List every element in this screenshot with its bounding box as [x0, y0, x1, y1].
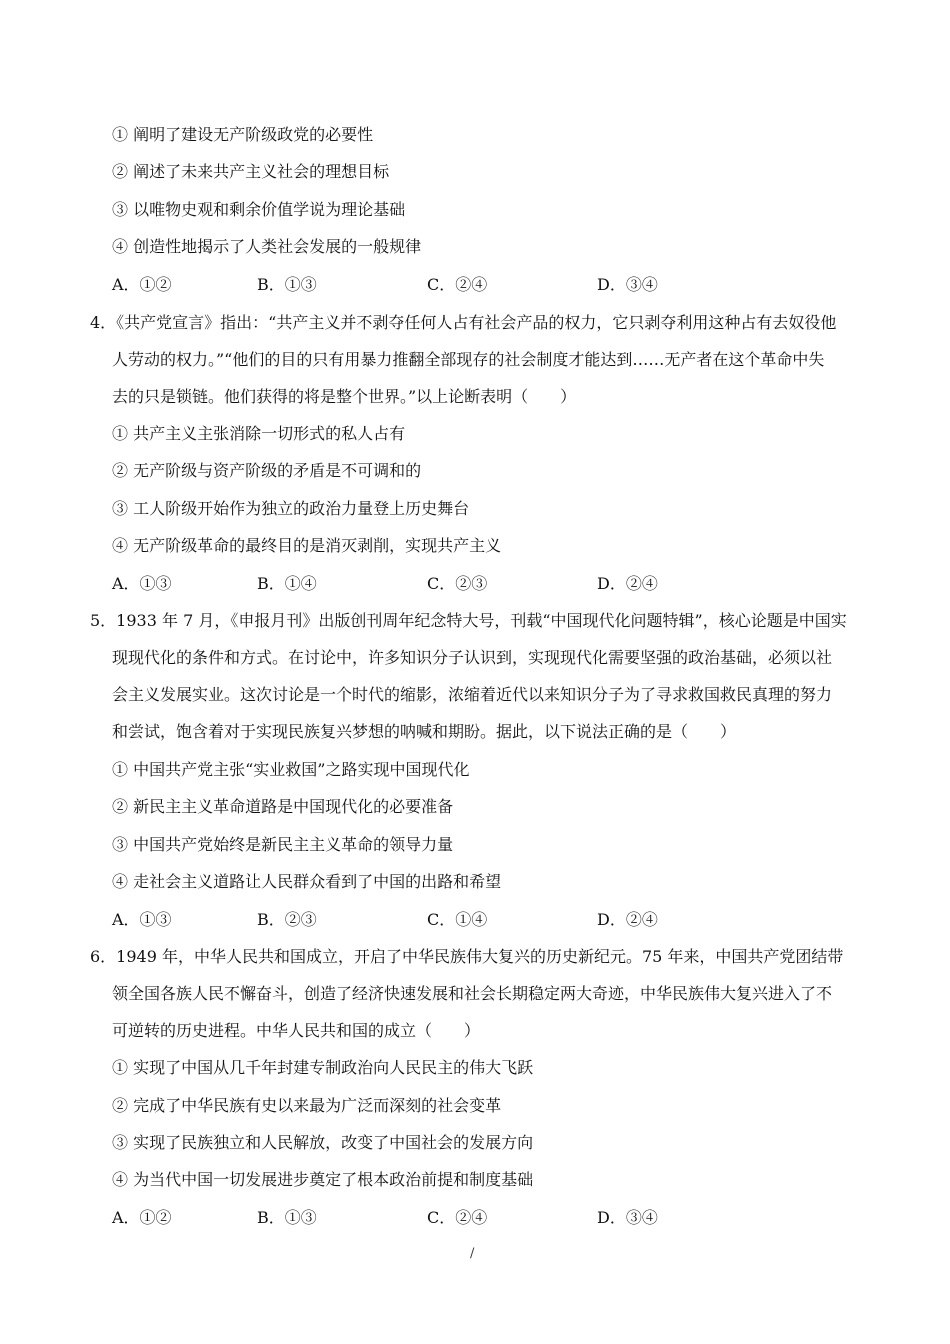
q5-option-3: ③ 中国共产党始终是新民主主义革命的领导力量 [112, 835, 454, 854]
q4-stem-line-3: 去的只是锁链。他们获得的将是整个世界。”以上论断表明（ ） [112, 387, 577, 406]
q5-stem-line-1: 5．1933 年 7 月，《申报月刊》出版创刊周年纪念特大号，刊载“中国现代化问题特辑”，核心论题是中国实 [90, 611, 847, 630]
q4-option-1: ① 共产主义主张消除一切形式的私人占有 [112, 424, 406, 443]
q6-stem-line-3: 可逆转的历史进程。中华人民共和国的成立（ ） [112, 1021, 481, 1040]
q4-option-3: ③ 工人阶级开始作为独立的政治力量登上历史舞台 [112, 499, 470, 518]
q3-option-3: ③ 以唯物史观和剩余价值学说为理论基础 [112, 200, 406, 219]
q3-choice-a: A．①② [112, 275, 172, 294]
q5-stem-line-2: 现现代化的条件和方式。在讨论中，许多知识分子认识到，实现现代化需要坚强的政治基础，必须以社 [112, 648, 833, 667]
q4-stem-line-1: 4．《共产党宣言》指出：“共产主义并不剥夺任何人占有社会产品的权力，它只剥夺利用这种占有去奴役他 [90, 313, 837, 332]
q5-choice-d: D．②④ [597, 910, 658, 929]
q4-choice-d: D．②④ [597, 574, 658, 593]
q5-option-4: ④ 走社会主义道路让人民群众看到了中国的出路和希望 [112, 872, 502, 891]
q6-option-3: ③ 实现了民族独立和人民解放，改变了中国社会的发展方向 [112, 1133, 534, 1152]
q3-option-1: ① 阐明了建设无产阶级政党的必要性 [112, 125, 374, 144]
q4-option-4: ④ 无产阶级革命的最终目的是消灭剥削，实现共产主义 [112, 536, 502, 555]
q5-option-1: ① 中国共产党主张“实业救国”之路实现中国现代化 [112, 760, 470, 779]
q3-choice-d: D．③④ [597, 275, 658, 294]
q5-stem-line-4: 和尝试，饱含着对于实现民族复兴梦想的呐喊和期盼。据此，以下说法正确的是（ ） [112, 722, 737, 741]
q5-stem-line-3: 会主义发展实业。这次讨论是一个时代的缩影，浓缩着近代以来知识分子为了寻求救国救民真理的努力 [112, 685, 833, 704]
page-footer-mark: / [470, 1246, 475, 1261]
q6-stem-line-2: 领全国各族人民不懈奋斗，创造了经济快速发展和社会长期稳定两大奇迹，中华民族伟大复兴进入了不 [112, 984, 833, 1003]
q6-option-2: ② 完成了中华民族有史以来最为广泛而深刻的社会变革 [112, 1096, 502, 1115]
q6-stem-line-1: 6．1949 年，中华人民共和国成立，开启了中华民族伟大复兴的历史新纪元。75 年来，中国共产党团结带 [90, 947, 844, 966]
q6-option-1: ① 实现了中国从几千年封建专制政治向人民民主的伟大飞跃 [112, 1058, 534, 1077]
q4-option-2: ② 无产阶级与资产阶级的矛盾是不可调和的 [112, 461, 422, 480]
q4-choice-b: B．①④ [257, 574, 317, 593]
q3-choice-b: B．①③ [257, 275, 317, 294]
q4-choice-a: A．①③ [112, 574, 172, 593]
q3-option-2: ② 阐述了未来共产主义社会的理想目标 [112, 162, 390, 181]
q6-choice-a: A．①② [112, 1208, 172, 1227]
q5-option-2: ② 新民主主义革命道路是中国现代化的必要准备 [112, 797, 454, 816]
q4-choice-c: C．②③ [427, 574, 488, 593]
q4-stem-line-2: 人劳动的权力。”“他们的目的只有用暴力推翻全部现存的社会制度才能达到……无产者在这个革命中失 [112, 350, 825, 369]
q3-option-4: ④ 创造性地揭示了人类社会发展的一般规律 [112, 237, 422, 256]
q6-choice-b: B．①③ [257, 1208, 317, 1227]
q5-choice-a: A．①③ [112, 910, 172, 929]
q5-choice-c: C．①④ [427, 910, 488, 929]
q5-choice-b: B．②③ [257, 910, 317, 929]
q6-choice-c: C．②④ [427, 1208, 488, 1227]
q3-choice-c: C．②④ [427, 275, 488, 294]
q6-option-4: ④ 为当代中国一切发展进步奠定了根本政治前提和制度基础 [112, 1170, 534, 1189]
q6-choice-d: D．③④ [597, 1208, 658, 1227]
